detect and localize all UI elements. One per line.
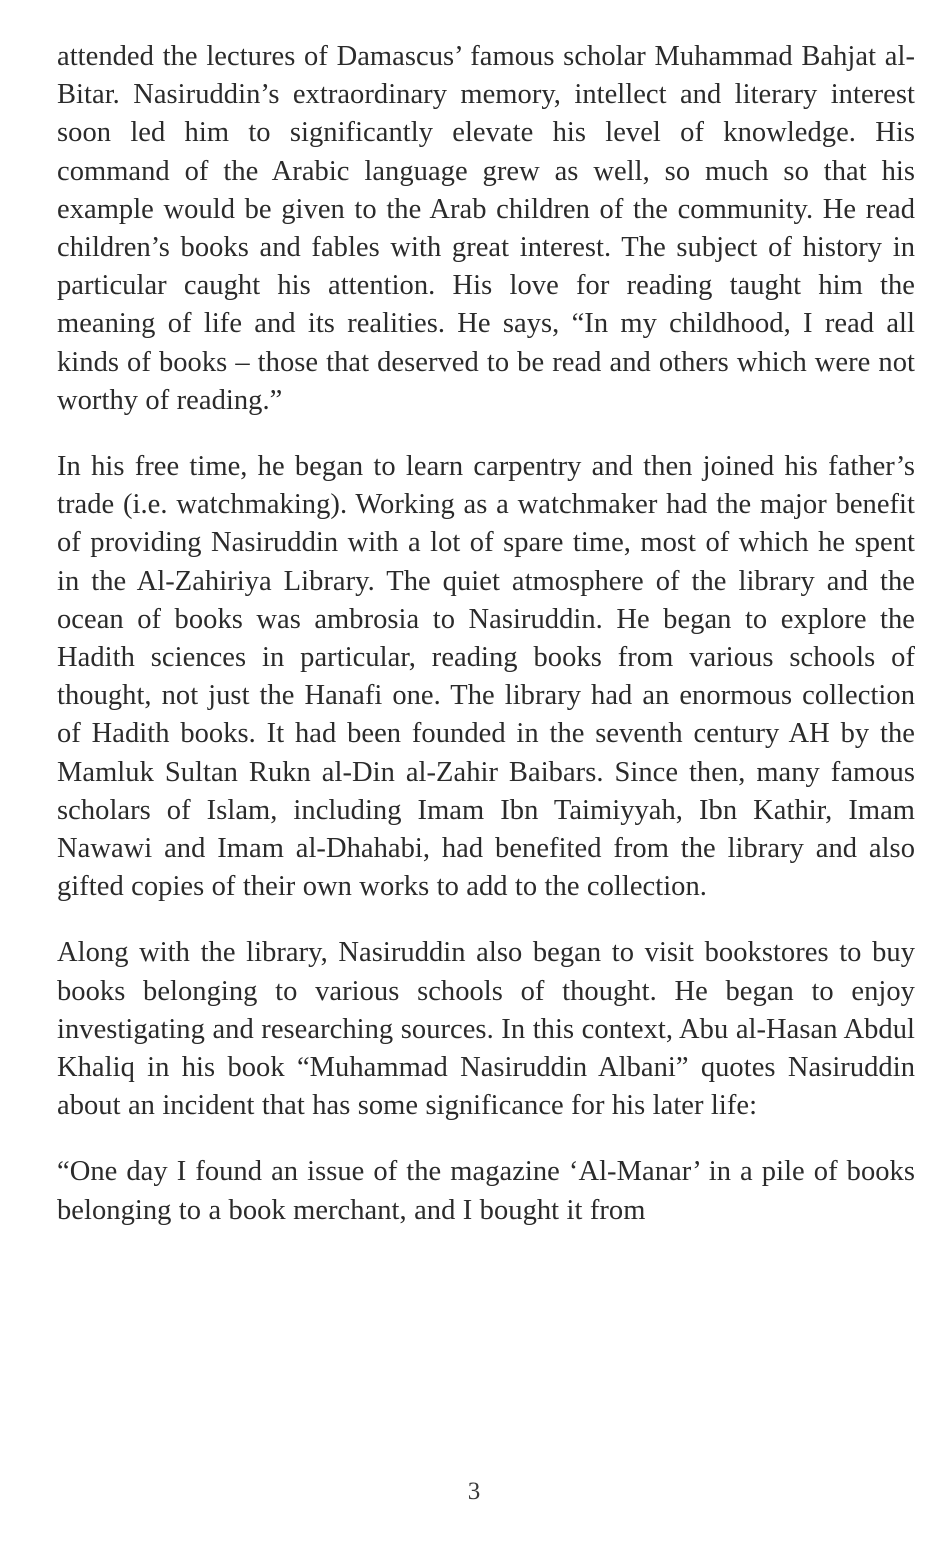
paragraph-1: attended the lectures of Damascus’ famous scholar Muhammad Bahjat al-Bitar. Nasiruddin’s extraordinary memory, intellect and literary interest soon led him to significantly elevate his level of knowledge. His command of the Arabic language grew as well, so much so that his example would be given to the Arab children of the community. He read children’s books and fables with great interest. The subject of history in particular caught his attention. His love for reading taught him the meaning of life and its realities. He says, “In my childhood, I read all kinds of books – those that deserved to be read and others which were not worthy of reading.”: [57, 41, 915, 416]
paragraph-2: In his free time, he began to learn carpentry and then joined his father’s trade (i.e. watchmaking). Working as a watchmaker had the major benefit of providing Nasiruddin with a lot of spare time, most of which he spent in the Al-Zahiriya Library. The quiet atmosphere of the library and the ocean of books was ambrosia to Nasiruddin. He began to explore the Hadith sciences in particular, reading books from various schools of thought, not just the Hanafi one. The library had an enormous collection of Hadith books. It had been founded in the seventh century AH by the Mamluk Sultan Rukn al-Din al-Zahir Baibars. Since then, many famous scholars of Islam, including Imam Ibn Taimiyyah, Ibn Kathir, Imam Nawawi and Imam al-Dhahabi, had benefited from the library and also gifted copies of their own works to add to the collection.: [57, 451, 915, 903]
body-text-column: [57, 38, 915, 1230]
paragraph-3: Along with the library, Nasiruddin also began to visit bookstores to buy books belonging to various schools of thought. He began to enjoy investigating and researching sources. In this context, Abu al-Hasan Abdul Khaliq in his book “Muhammad Nasiruddin Albani” quotes Nasiruddin about an incident that has some significance for his later life:: [57, 937, 915, 1122]
paragraph-4: “One day I found an issue of the magazine ‘Al-Manar’ in a pile of books belonging to a book merchant, and I bought it from: [57, 1156, 915, 1226]
page-number: 3: [467, 1478, 481, 1505]
